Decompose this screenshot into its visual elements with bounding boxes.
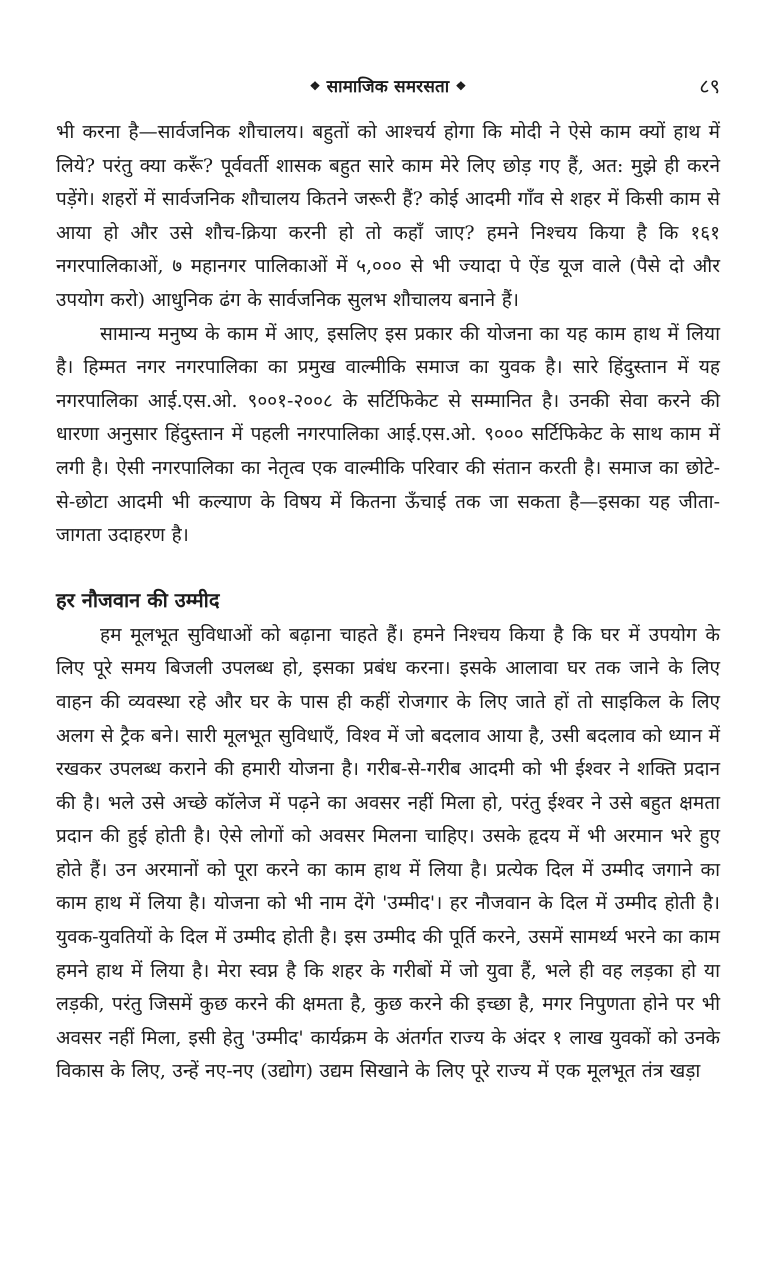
section-heading: हर नौजवान की उम्मीद	[56, 587, 220, 612]
page-number: ८९	[699, 74, 720, 98]
ornament-right-icon: ❖	[455, 79, 467, 93]
paragraph: हम मूलभूत सुविधाओं को बढ़ाना चाहते हैं। हमने निश्चय किया है कि घर में उपयोग के लिए पूरे समय बिजली उपलब्ध हो, इसका प्रबंध करना। इसके आलावा घर तक जाने के लिए वाहन की व्यवस्था रहे और घर के पास ही कहीं रोजगार के लिए जाते हों तो साइकिल के लिए अलग से ट्रैक बने। सारी मूलभूत सुविधाएँ, विश्व में जो बदलाव आया है, उसी बदलाव को ध्यान में रखकर उपलब्ध कराने की हमारी योजना है। गरीब-से-गरीब आदमी को भी ईश्वर ने शक्ति प्रदान की है। भले उसे अच्छे कॉलेज में पढ़ने का अवसर नहीं मिला हो, परंतु ईश्वर ने उसे बहुत क्षमता प्रदान की हुई होती है। ऐसे लोगों को अवसर मिलना चाहिए। उसके हृदय में भी अरमान भरे हुए होते हैं। उन अरमानों को पूरा करने का काम हाथ में लिया है। प्रत्येक दिल में उम्मीद जगाने का काम हाथ में लिया है। योजना को भी नाम देंगे 'उम्मीद'। हर नौजवान के दिल में उम्मीद होती है। युवक-युवतियों के दिल में उम्मीद होती है। इस उम्मीद की पूर्ति करने, उसमें सामर्थ्य भरने का काम हमने हाथ में लिया है। मेरा स्वप्न है कि शहर के गरीबों में जो युवा हैं, भले ही वह लड़का हो या लड़की, परंतु जिसमें कुछ करने की क्षमता है, कुछ करने की इच्छा है, मगर निपुणता होने पर भी अवसर नहीं मिला, इसी हेतु 'उम्मीद' कार्यक्रम के अंतर्गत राज्य के अंदर १ लाख युवकों को उनके विकास के लिए, उन्हें नए-नए (उद्योग) उद्यम सिखाने के लिए पूरे राज्य में एक मूलभूत तंत्र खड़ा	[56, 623, 720, 1083]
ornament-left-icon: ❖	[309, 79, 321, 93]
paragraph-continued: भी करना है—सार्वजनिक शौचालय। बहुतों को आश्चर्य होगा कि मोदी ने ऐसे काम क्यों हाथ में लिये? परंतु क्या करूँ? पूर्ववर्ती शासक बहुत सारे काम मेरे लिए छोड़ गए हैं, अत: मुझे ही करने पड़ेंगे। शहरों में सार्वजनिक शौचालय कितने जरूरी हैं? कोई आदमी गाँव से शहर में किसी काम से आया हो और उसे शौच-क्रिया करनी हो तो कहाँ जाए? हमने निश्चय किया है कि १६१ नगरपालिकाओं, ७ महानगर पालिकाओं में ५,००० से भी ज्यादा पे ऐंड यूज वाले (पैसे दो और उपयोग करो) आधुनिक ढंग के सार्वजनिक सुलभ शौचालय बनाने हैं।	[56, 121, 720, 311]
running-head	[56, 74, 720, 97]
paragraph: सामान्य मनुष्य के काम में आए, इसलिए इस प्रकार की योजना का यह काम हाथ में लिया है। हिम्मत नगर नगरपालिका का प्रमुख वाल्मीकि समाज का युवक है। सारे हिंदुस्तान में यह नगरपालिका आई.एस.ओ. ९००१-२००८ के सर्टिफिकेट से सम्मानित है। उनकी सेवा करने की धारणा अनुसार हिंदुस्तान में पहली नगरपालिका आई.एस.ओ. ९००० सर्टिफिकेट के साथ काम में लगी है। ऐसी नगरपालिका का नेतृत्व एक वाल्मीकि परिवार की संतान करती है। समाज का छोटे-से-छोटा आदमी भी कल्याण के विषय में कितना ऊँचाई तक जा सकता है—इसका यह जीता-जागता उदाहरण है।	[56, 322, 720, 547]
running-title: सामाजिक समरसता	[326, 77, 450, 97]
page-header	[56, 74, 720, 108]
book-page	[56, 74, 720, 1089]
